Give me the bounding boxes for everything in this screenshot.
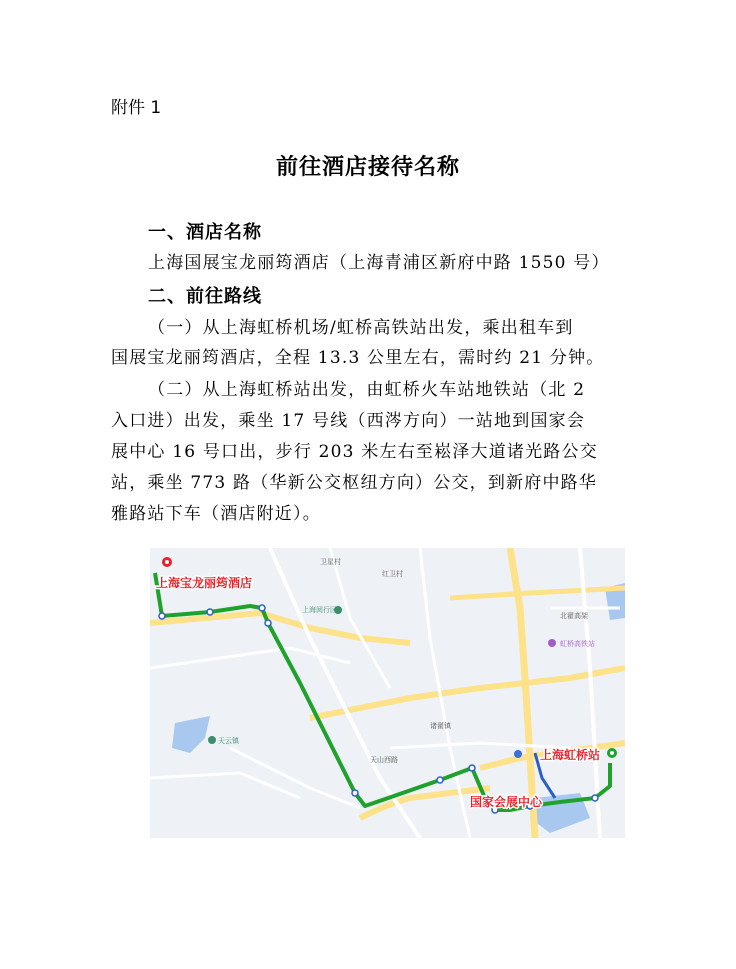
route-stop [437,777,443,783]
route-stop [592,795,598,801]
station-label: 上海虹桥站 [540,748,601,762]
route2-line: 入口进）出发，乘坐 17 号线（西涔方向）一站地到国家会 [111,411,586,431]
route1-line: （一）从上海虹桥机场/虹桥高铁站出发，乘出租车到 [148,318,574,338]
place-name: 卫星村 [320,558,341,566]
route-stop [159,613,165,619]
page-title: 前往酒店接待名称 [275,155,460,180]
section-hotel-heading: 一、酒店名称 [148,222,262,243]
expo-label: 国家会展中心 [470,795,543,809]
place-name: 北翟高架 [560,612,588,620]
place-name: 天云镇 [218,737,239,745]
route2-line: 雅路站下车（酒店附近）。 [111,504,321,524]
hotel-label: 上海宝龙丽筠酒店 [156,576,253,590]
place-name: 虹桥高铁站 [560,640,595,648]
hotel-address: 上海国展宝龙丽筠酒店（上海青浦区新府中路 1550 号） [148,253,610,273]
poi-marker [514,750,522,758]
place-name: 天山西路 [370,756,398,764]
route1-line: 国展宝龙丽筠酒店，全程 13.3 公里左右，需时约 21 分钟。 [111,348,605,368]
route-stop [259,605,265,611]
route-stop [207,609,213,615]
section-route-heading: 二、前往路线 [148,286,262,307]
route-stop [469,765,475,771]
route-stop [352,790,358,796]
annex-label: 附件 1 [111,98,162,118]
place-name: 诸翟镇 [430,722,451,730]
poi-marker [208,736,216,744]
place-name: 红卫村 [382,570,403,578]
place-name: 上海阅行区 [302,606,337,614]
route2-line: 展中心 16 号口出，步行 203 米左右至崧泽大道诸光路公交 [111,442,598,462]
route-map [150,548,625,838]
route-stop [265,620,271,626]
poi-marker [548,639,556,647]
route2-line: （二）从上海虹桥站出发，由虹桥火车站地铁站（北 2 [148,380,586,400]
route2-line: 站，乘坐 773 路（华新公交枢纽方向）公交，到新府中路华 [111,473,598,493]
